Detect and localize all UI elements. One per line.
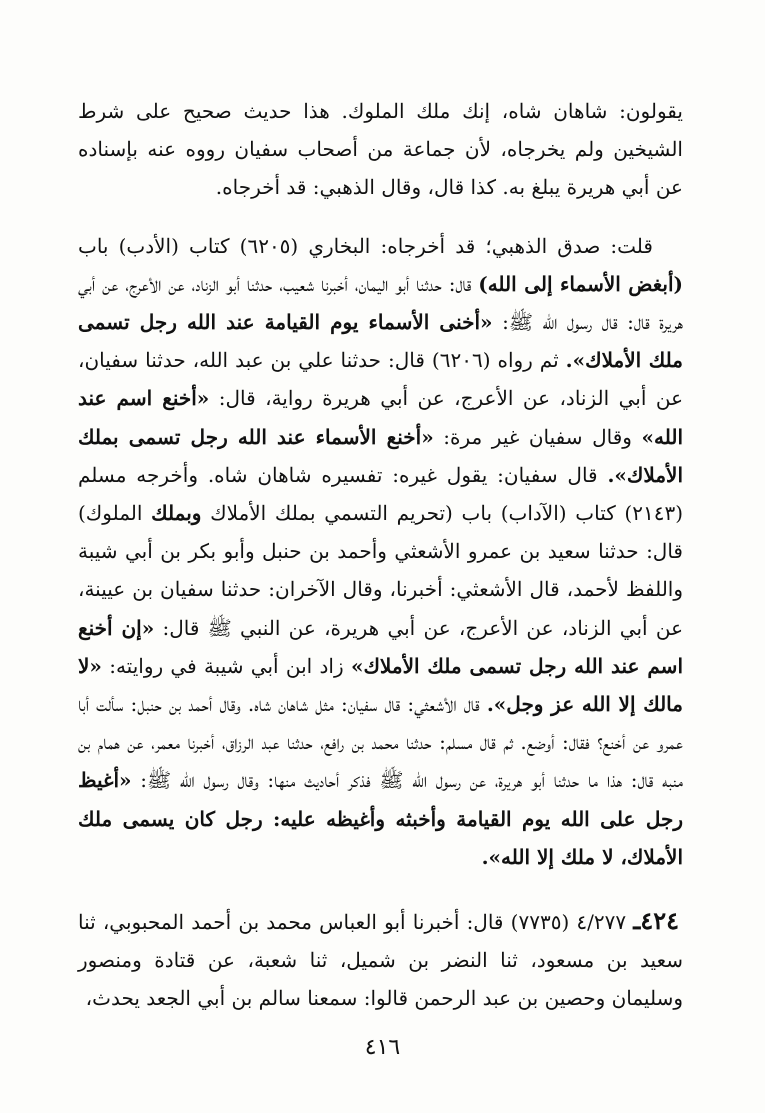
page-body [78,92,683,1018]
p3-s1: ٤/٢٧٧ (٧٧٣٥) قال: أخبرنا أبو العباس محمد بن أحمد المحبوبي، ثنا سعيد بن مسعود، ثنا النضر بن شميل، ثنا شعبة، عن قتادة ومنصور وسليمان وحصين بن عبد الرحمن قالوا: سمعنا سالم بن أبي الجعد يحدث، [78,910,683,1011]
p2-s12: «إن أخنع اسم عند الله رجل تسمى ملك الأملاك» [78,615,683,678]
paragraph-3 [78,902,683,1018]
p2-s7: وقال سفيان غير مرة: [443,424,632,449]
p2-s6: «أخنع اسم عند الله» [78,386,684,449]
p2-s11: الملوك) قال: حدثنا سعيد بن عمرو الأشعثي وأحمد بن حنبل وأبو بكر بن أبي شيبة واللفظ لأحمد، قال الأشعثي: أخبرنا، وقال الآخران: حدثنا سفيان بن عيينة، عن أبي الزناد، عن الأعرج، عن أبي هريرة، عن النبي ﷺ قال: [78,501,683,640]
p2-s9: قال سفيان: يقول غيره: تفسيره شاهان شاه. وأخرجه مسلم (٢١٤٣) كتاب (الآداب) باب (تحريم التسمي بملك الأملاك [78,462,684,526]
p2-s1: قلت: صدق الذهبي؛ قد أخرجاه: البخاري (٦٢٠٥) كتاب (الأدب) باب [78,233,653,258]
p2-s8: «أخنع الأسماء عند الله رجل تسمى بملك الأملاك». [78,424,683,487]
hadith-number: ٤٢٤ـ [633,906,679,936]
p2-s13: زاد ابن أبي شيبة في روايته: [109,653,344,678]
paragraph-2 [78,227,683,876]
p2-s15: قال الأشعثي: قال سفيان: مثل شاهان شاه. وقال أحمد بن حنبل: سألت أبا عمرو عن أخنع؟ فقال: أوضع. ثم قال مسلم: حدثنا محمد بن رافع، حدثنا عبد الرزاق، أخبرنا معمر، عن همام بن منبه قال: هذا ما حدثنا أبو هريرة، عن رسول الله ﷺ فذكر أحاديث منها: وقال رسول الله ﷺ: [78,692,683,793]
p2-s3: قال: حدثنا أبو اليمان، أخبرنا شعيب، حدثنا أبو الزناد، عن الأعرج، عن أبي هريرة قال: قال رسول الله ﷺ: [78,271,684,335]
page-number: ٤١٦ [364,1035,401,1060]
paragraph-1: يقولون: شاهان شاه، إنك ملك الملوك. هذا حديث صحيح على شرط الشيخين ولم يخرجاه، لأن جماعة من أصحاب سفيان رووه عنه بإسناده عن أبي هريرة يبلغ به. كذا قال، وقال الذهبي: قد أخرجاه. [78,99,683,200]
p2-s4: «أخنى الأسماء يوم القيامة عند الله رجل تسمى ملك الأملاك». [78,310,683,373]
p2-s5: ثم رواه (٦٢٠٦) قال: حدثنا علي بن عبد الله، حدثنا سفيان، عن أبي الزناد، عن الأعرج، عن أبي هريرة رواية، قال: [78,348,684,411]
p2-s10: وبملك [151,501,202,526]
p2-s14: «لا مالك إلا الله عز وجل». [78,653,683,717]
p2-s2: (أبغض الأسماء إلى الله) [478,271,684,296]
p2-s16: «أغيظ رجل على الله يوم القيامة وأخبثه وأغيظه عليه: رجل كان يسمى ملك الأملاك، لا ملك إلا الله». [78,768,684,869]
